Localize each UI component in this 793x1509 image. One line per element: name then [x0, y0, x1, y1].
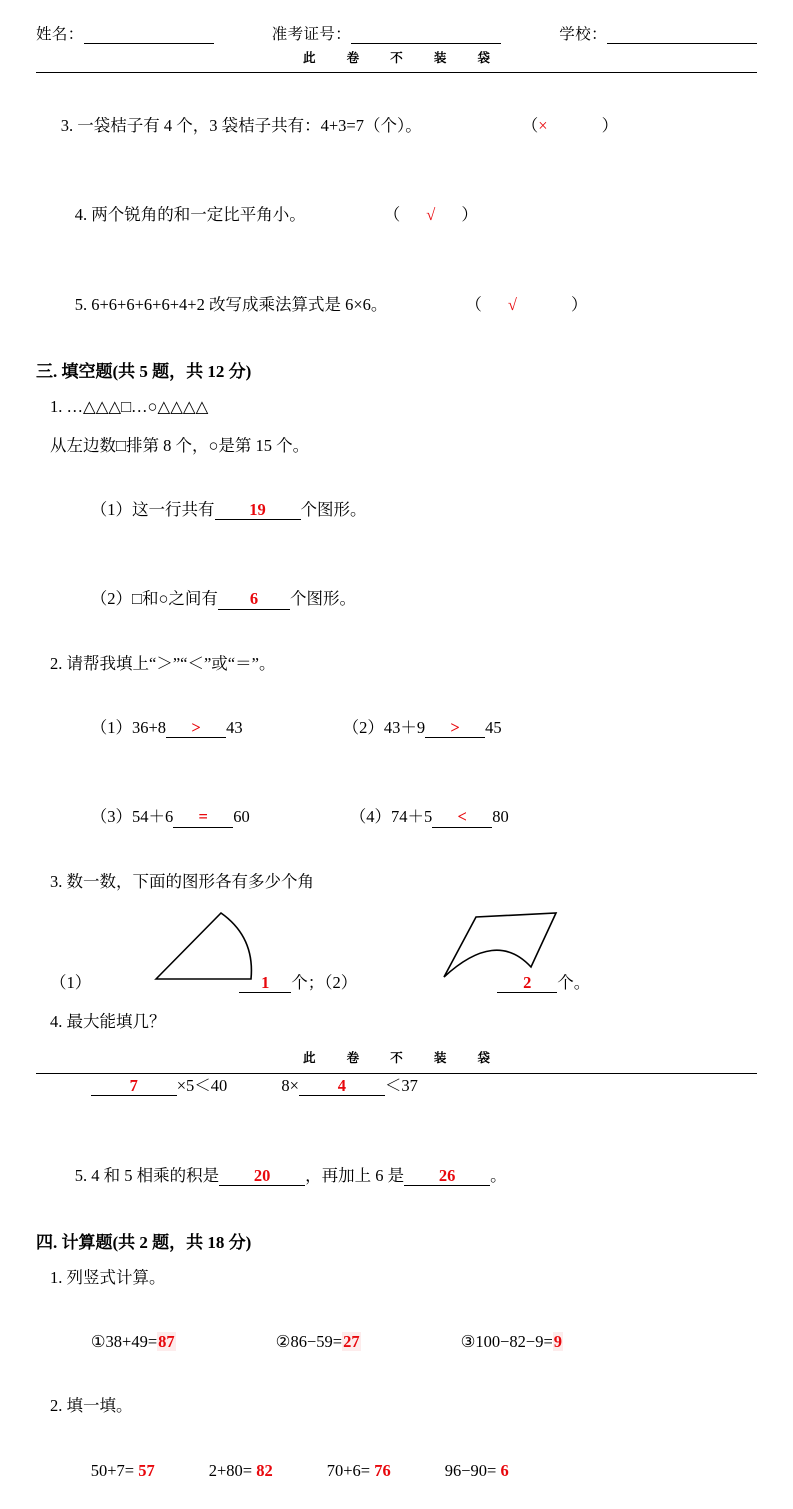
judge-4-mark: √	[426, 205, 436, 225]
q4-2-item-3-expr: 70+6=	[326, 1460, 371, 1480]
q4-1-item-3-answer: 9	[553, 1332, 563, 1352]
q3-1-sub1-post: 个图形。	[300, 499, 367, 519]
q3-4-answer-2: 4	[299, 1077, 385, 1096]
judge-item-5-text: 5. 6+6+6+6+6+4+2 改写成乘法算式是 6×6。	[74, 294, 388, 314]
q3-5-answer-1: 20	[219, 1167, 305, 1186]
judge-3-mark: ×	[538, 115, 548, 135]
q3-1-stem: 1. …△△△□…○△△△△	[50, 397, 209, 417]
q3-1-sub1-pre: （1）这一行共有	[90, 499, 215, 519]
exam-id-label: 准考证号：	[271, 26, 352, 43]
judge-item-3	[36, 87, 757, 164]
q3-4-answer-1: 7	[91, 1077, 177, 1096]
q4-2-item-2-expr: 2+80=	[208, 1460, 253, 1480]
q3-4-stem: 4. 最大能填几？	[50, 1012, 166, 1032]
q3-5-pre: 5. 4 和 5 相乘的积是	[74, 1166, 220, 1186]
judge-3-paren-close: ）	[601, 115, 619, 135]
judge-item-3-text: 3. 一袋桔子有 4 个，3 袋桔子共有：4+3=7（个）。	[60, 115, 422, 135]
judge-5-paren-close: ）	[570, 294, 588, 314]
section-4-title: 四. 计算题(共 2 题，共 18 分)	[36, 1233, 252, 1253]
judge-5-mark: √	[507, 294, 517, 314]
q3-2-item-3-answer: =	[173, 808, 233, 827]
q3-2-item-4-right: 80	[492, 807, 509, 827]
q4-2-stem: 2. 填一填。	[50, 1396, 133, 1416]
q4-1-stem: 1. 列竖式计算。	[50, 1268, 166, 1288]
name-write-line	[84, 28, 214, 44]
seal-text-bottom: 此 卷 不 装 袋	[302, 1051, 504, 1065]
q3-2-row-2	[36, 779, 757, 856]
page-header	[36, 0, 757, 44]
q3-3-right-answer: 2	[497, 974, 557, 993]
q3-1-sub2-answer: 6	[218, 590, 290, 609]
q4-2-item-4-expr: 96−90=	[444, 1460, 497, 1480]
judge-3-paren-open: （	[521, 115, 539, 135]
exam-id-field	[272, 22, 502, 44]
exam-id-write-line	[351, 28, 501, 44]
q4-1-answers	[36, 1304, 757, 1381]
q3-3-left-post: 个；（2）	[291, 973, 358, 993]
judge-4-paren-open: （	[383, 205, 401, 225]
q3-1-sub2-pre: （2）□和○之间有	[90, 589, 218, 609]
q4-2-item-2-answer: 82	[256, 1460, 273, 1480]
q3-1-sub1	[36, 471, 757, 548]
q3-4-expr-2: 8×	[281, 1076, 299, 1096]
q4-1-item-1-expr: ①38+49=	[90, 1332, 158, 1352]
q3-5-answer-2: 26	[404, 1167, 490, 1186]
q3-2-item-1-label: （1）36+8	[90, 717, 167, 737]
q4-2-item-3-answer: 76	[374, 1460, 391, 1480]
q3-2-item-2-label: （2）43＋9	[342, 717, 426, 737]
q3-2-item-1-answer: >	[166, 719, 226, 738]
q4-2-answers	[36, 1432, 757, 1509]
q3-3-right-post: 个。	[557, 973, 591, 993]
q3-5-mid: ，再加上 6 是	[305, 1166, 405, 1186]
q3-3-left-label: （1）	[50, 973, 92, 993]
q3-1-sub2	[36, 561, 757, 638]
section-3-title: 三. 填空题(共 5 题，共 12 分)	[36, 362, 252, 382]
school-write-line	[607, 28, 757, 44]
q4-2-item-4-answer: 6	[500, 1460, 509, 1480]
q3-2-item-4-answer: <	[432, 808, 492, 827]
q3-2-item-4-label: （4）74＋5	[349, 807, 433, 827]
q4-2-item-1-expr: 50+7=	[90, 1460, 135, 1480]
q3-3-answers	[36, 969, 757, 993]
name-label: 姓名：	[36, 26, 84, 43]
q3-1-stem2: 从左边数□排第 8 个，○是第 15 个。	[50, 435, 310, 455]
school-label: 学校：	[559, 26, 607, 43]
q3-4-tail: ＜37	[384, 1076, 418, 1096]
name-field	[36, 22, 214, 44]
q3-5	[36, 1137, 757, 1214]
q3-2-item-3-label: （3）54＋6	[90, 807, 174, 827]
q3-2-item-3-right: 60	[233, 807, 250, 827]
judge-item-4-text: 4. 两个锐角的和一定比平角小。	[74, 205, 306, 225]
q3-3-left-answer: 1	[239, 974, 291, 993]
judge-item-5	[36, 266, 757, 343]
judge-5-paren-open: （	[465, 294, 482, 314]
footer-divider	[36, 1073, 757, 1074]
q4-1-item-2-expr: ②86−59=	[275, 1332, 343, 1352]
q4-1-item-3-expr: ③100−82−9=	[460, 1332, 553, 1352]
q3-4-mid: ×5＜40	[176, 1076, 228, 1096]
q3-2-item-1-right: 43	[226, 717, 243, 737]
school-field	[559, 22, 757, 44]
q4-1-item-2-answer: 27	[343, 1332, 360, 1352]
seal-text-top: 此 卷 不 装 袋	[302, 51, 504, 65]
judge-item-4	[36, 177, 757, 254]
judge-4-paren-close: ）	[461, 205, 478, 225]
q3-5-post: 。	[490, 1166, 507, 1186]
q3-2-item-2-right: 45	[485, 717, 502, 737]
q3-1-sub2-post: 个图形。	[289, 589, 356, 609]
q3-2-item-2-answer: >	[425, 719, 485, 738]
q4-2-item-1-answer: 57	[138, 1460, 155, 1480]
q3-1-sub1-answer: 19	[215, 501, 301, 520]
q3-3-stem: 3. 数一数，下面的图形各有多少个角	[50, 871, 314, 891]
q3-2-stem: 2. 请帮我填上“＞”“＜”或“＝”。	[50, 653, 276, 673]
q3-2-row-1	[36, 689, 757, 766]
page-content	[36, 73, 757, 1509]
q4-1-item-1-answer: 87	[158, 1332, 175, 1352]
